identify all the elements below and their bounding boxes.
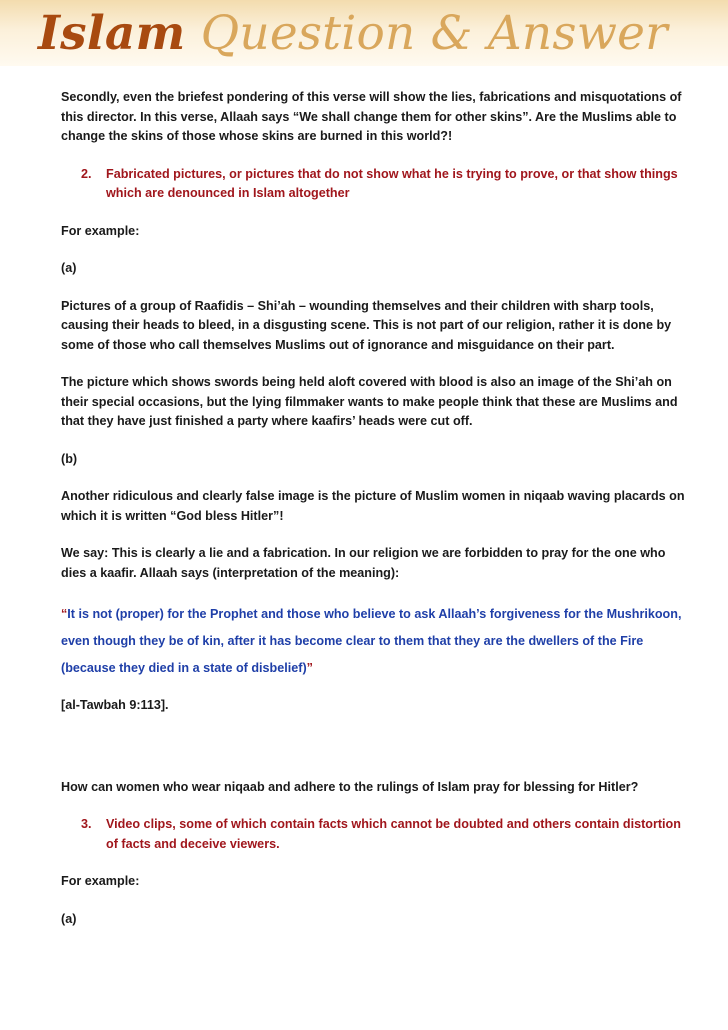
- sub-label-a: (a): [61, 261, 77, 275]
- sub-label-a: (a): [61, 911, 77, 926]
- for-example-label: For example:: [61, 874, 140, 888]
- site-title: [38, 6, 668, 62]
- paragraph-verse-pondering: Secondly, even the briefest pondering of this verse will show the lies, fabrications and misquotations of this director. In this verse, Allaah says “We shall change them for other skins”. Are the Muslims able to change the skins of those whose skins are burned in this world?!: [61, 90, 682, 143]
- list-number: 3.: [81, 817, 92, 831]
- paragraph-raafidis: Pictures of a group of Raafidis – Shi’ah – wounding themselves and their children with sharp tools, causing their heads to bleed, in a disgusting scene. This is not part of our religion, rather it is done by some of those who call themselves Muslims out of ignorance and misguidance on their part.: [61, 298, 672, 352]
- quran-quote: [61, 601, 687, 682]
- citation: [al-Tawbah 9:113].: [61, 698, 169, 712]
- paragraph-niqaab-image: Another ridiculous and clearly false image is the picture of Muslim women in niqaab waving placards on which it is written “God bless Hitler”!: [61, 489, 685, 523]
- list-item-text: Video clips, some of which contain facts which cannot be doubted and others contain distortion of facts and deceive viewers.: [106, 817, 681, 851]
- quote-text: It is not (proper) for the Prophet and those who believe to ask Allaah’s forgiveness for the Mushrikoon, even though they be of kin, after it has become clear to them that they are the dwellers of the Fire (because they died in a state of disbelief): [61, 607, 682, 675]
- sub-label-b: (b): [61, 451, 78, 466]
- quote-open-mark: “: [61, 607, 68, 621]
- list-item-text: Fabricated pictures, or pictures that do not show what he is trying to prove, or that show things which are denounced in Islam altogether: [106, 166, 678, 200]
- header-banner: [0, 0, 728, 66]
- paragraph-hitler-question: How can women who wear niqaab and adhere to the rulings of Islam pray for blessing for Hitler?: [61, 779, 639, 794]
- for-example-label: For example:: [61, 223, 140, 238]
- quote-close-mark: ”: [306, 661, 313, 675]
- list-number: 2.: [81, 166, 92, 181]
- list-item-3: [81, 815, 687, 854]
- site-title-rest: Question & Answer: [185, 6, 668, 61]
- site-title-islam: Islam: [38, 6, 186, 61]
- paragraph-we-say: We say: This is clearly a lie and a fabrication. In our religion we are forbidden to pray for the one who dies a kaafir. Allaah says (interpretation of the meaning):: [61, 546, 666, 580]
- list-item-2: [81, 165, 687, 204]
- paragraph-swords: The picture which shows swords being held aloft covered with blood is also an image of the Shi’ah on their special occasions, but the lying filmmaker wants to make people think that these are Muslims and that they have just finished a party where kaafirs’ heads were cut off.: [61, 375, 678, 428]
- spacer: [61, 734, 687, 778]
- document-body: [61, 88, 687, 947]
